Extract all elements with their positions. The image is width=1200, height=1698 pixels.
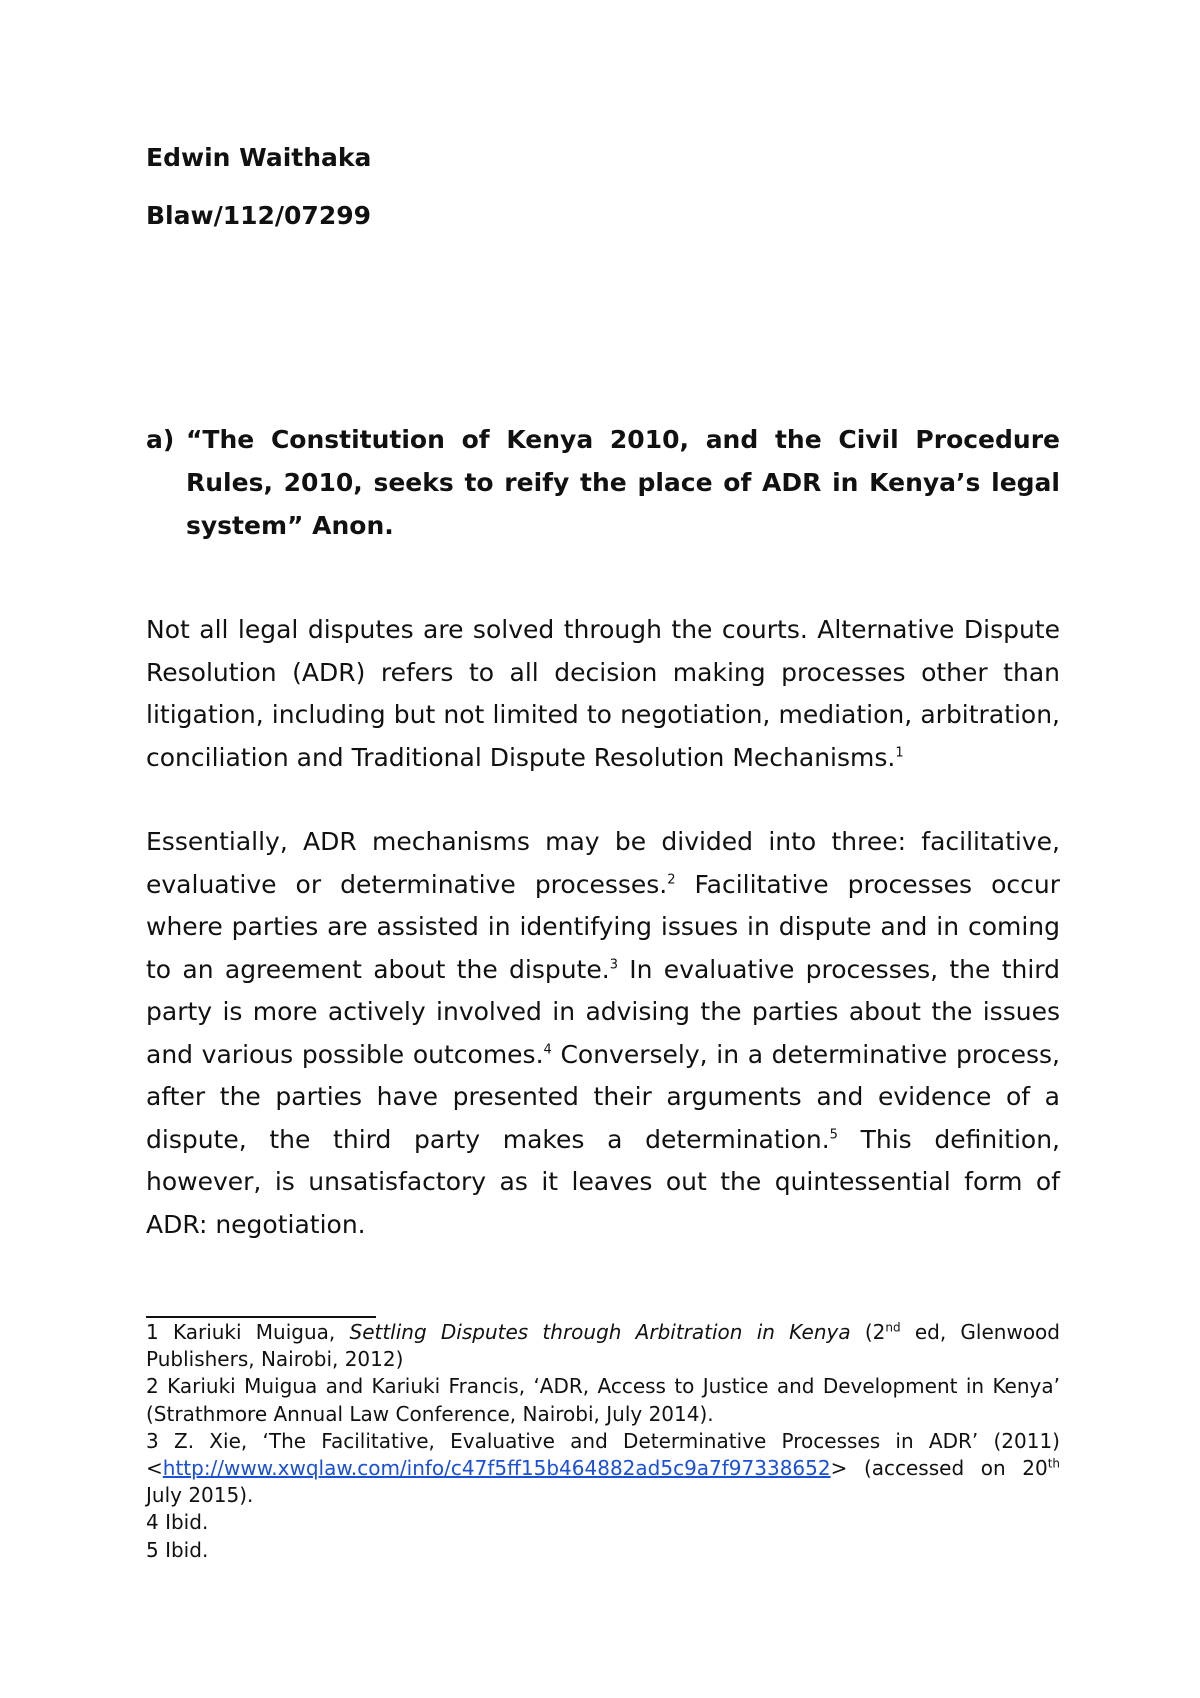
footnote-text: > (accessed on 20 — [830, 1456, 1048, 1481]
paragraph-text: Facilitative processes occur where parties are assisted in identifying issues in dispute and in coming to an agreement about the dispute. — [146, 869, 1060, 984]
ordinal-suffix: nd — [885, 1320, 901, 1335]
paragraph-text: Essentially, ADR mechanisms may be divided into three: facilitative, evaluative or determinative processes. — [146, 827, 1060, 899]
paragraph-text: This definition, however, is unsatisfactory as it leaves out the quintessential form of ADR: negotiation. — [146, 1124, 1061, 1239]
paragraph-text: Not all legal disputes are solved through the courts. Alternative Dispute Resolution (ADR) refers to all decision making processes other than litigation, including but not limited to negotiation, mediation, arbitration, conciliation and Traditional Dispute Resolution Mechanisms. — [146, 615, 1060, 772]
footnote-reference[interactable]: 2 — [667, 872, 676, 888]
student-id: Blaw/112/07299 — [146, 201, 372, 230]
footnote-text: Ibid. — [158, 1510, 209, 1535]
paragraph-text: In evaluative processes, the third party is more actively involved in advising the parties about the issues and various possible outcomes. — [146, 954, 1061, 1069]
author-name: Edwin Waithaka — [146, 143, 372, 172]
footnote-item — [146, 1428, 1060, 1510]
footnote-reference[interactable]: 3 — [609, 957, 618, 973]
footnote-item — [146, 1373, 1060, 1427]
footnote-text: (2 — [850, 1320, 886, 1344]
footnote-text: Kariuki Muigua and Kariuki Francis, ‘ADR, Access to Justice and Development in Kenya’ (Strathmore Annual Law Conference, Nairobi, July 2014). — [146, 1374, 1060, 1426]
footnote-item — [146, 1319, 1060, 1373]
question-label: a) — [146, 425, 175, 454]
footnote-number: 5 — [146, 1537, 159, 1562]
footnote-reference[interactable]: 1 — [895, 745, 904, 761]
footnote-number: 4 — [146, 1510, 159, 1535]
footnote-text: Kariuki Muigua, — [158, 1320, 350, 1344]
footnote-number: 1 — [146, 1320, 159, 1344]
footnote-book-title: Settling Disputes through Arbitration in Kenya — [349, 1320, 851, 1344]
footnote-item — [146, 1509, 1060, 1536]
paragraph-adr-definition — [146, 609, 1060, 779]
footnote-reference[interactable]: 4 — [543, 1042, 552, 1058]
footnote-text: Z. Xie, ‘The Facilitative, Evaluative and Determinative Processes in ADR’ (2011) < — [146, 1428, 1060, 1481]
footnote-text: ed, Glenwood Publishers, Nairobi, 2012) — [146, 1320, 1060, 1372]
question-heading — [146, 418, 1060, 547]
footnote-reference[interactable]: 5 — [829, 1127, 838, 1143]
footnote-text: July 2015). — [146, 1483, 254, 1508]
footnotes-list — [146, 1319, 1060, 1564]
question-text: “The Constitution of Kenya 2010, and the Civil Procedure Rules, 2010, seeks to reify the place of ADR in Kenya’s legal system” Anon. — [186, 425, 1060, 540]
footnote-text: Ibid. — [158, 1537, 209, 1562]
ordinal-suffix: th — [1047, 1456, 1060, 1471]
footnote-item — [146, 1537, 1060, 1564]
footnote-number: 2 — [146, 1374, 159, 1399]
paragraph-text: Conversely, in a determinative process, after the parties have presented their arguments and evidence of a dispute, the third party makes a determination. — [146, 1039, 1060, 1154]
footnote-number: 3 — [146, 1428, 159, 1453]
paragraph-adr-mechanisms — [146, 821, 1060, 1246]
footnote-separator — [146, 1316, 376, 1318]
footnote-url-link[interactable]: http://www.xwqlaw.com/info/c47f5ff15b464882ad5c9a7f97338652 — [162, 1456, 831, 1481]
